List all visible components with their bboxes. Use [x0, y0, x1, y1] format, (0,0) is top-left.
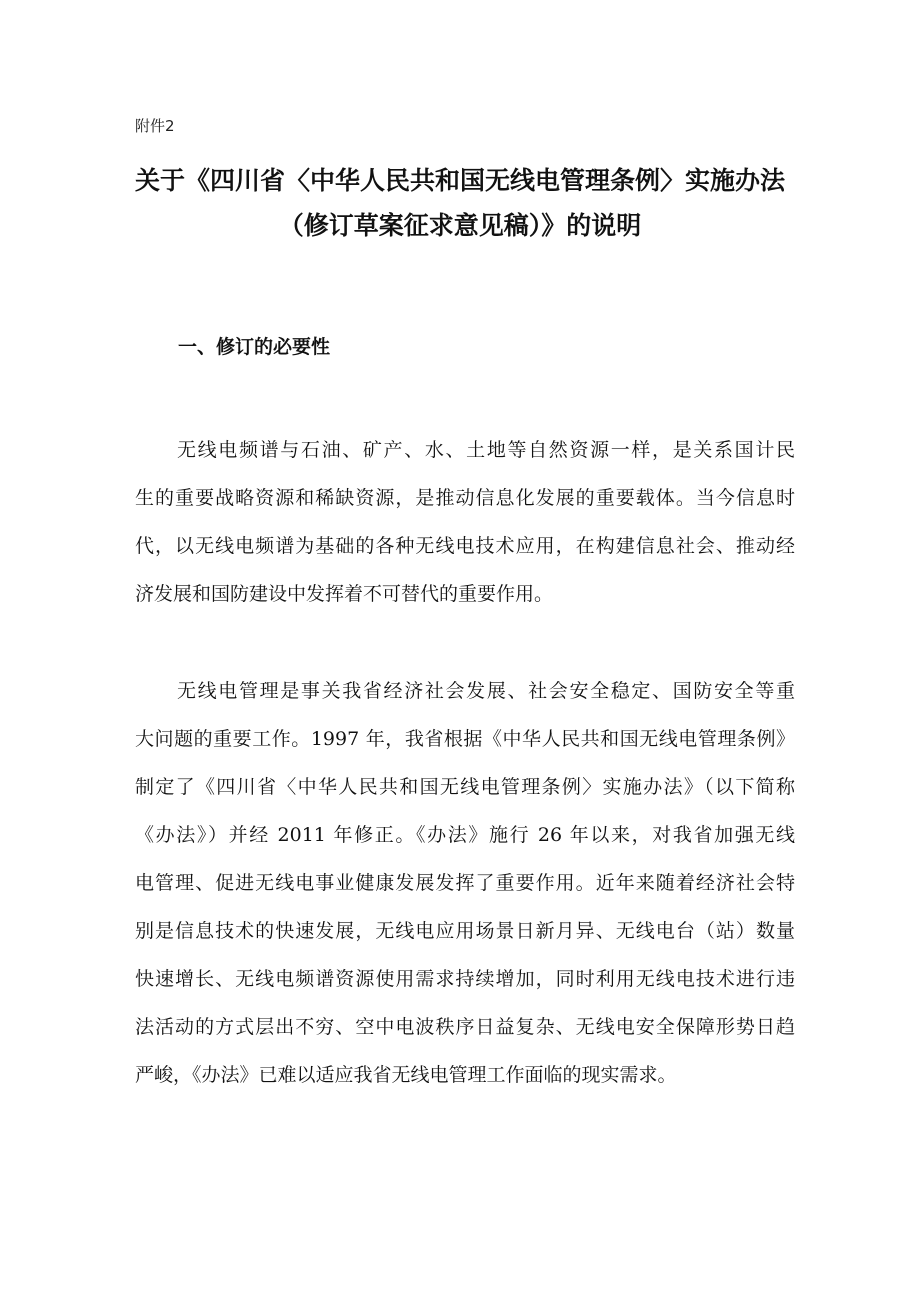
attachment-label: 附件2 — [135, 117, 175, 135]
paragraph-line: 快速增长、无线电频谱资源使用需求持续增加，同时利用无线电技术进行违 — [135, 968, 795, 990]
document-title-line-2: （修订草案征求意见稿）》的说明 — [278, 211, 642, 240]
paragraph-line: 《办法》）并经 2011 年修正。《办法》施行 26 年以来，对我省加强无线 — [135, 824, 795, 846]
paragraph-line: 无线电频谱与石油、矿产、水、土地等自然资源一样，是关系国计民 — [177, 439, 795, 461]
section-heading: 一、修订的必要性 — [178, 336, 331, 358]
paragraph-line: 制定了《四川省〈中华人民共和国无线电管理条例〉实施办法》（以下简称 — [135, 776, 795, 798]
paragraph-line: 法活动的方式层出不穷、空中电波秩序日益复杂、无线电安全保障形势日趋 — [135, 1016, 795, 1038]
paragraph-line: 生的重要战略资源和稀缺资源，是推动信息化发展的重要载体。当今信息时 — [135, 487, 795, 509]
paragraph-line: 别是信息技术的快速发展，无线电应用场景日新月异、无线电台（站）数量 — [135, 920, 795, 942]
paragraph-line: 无线电管理是事关我省经济社会发展、社会安全稳定、国防安全等重 — [177, 680, 795, 702]
paragraph-line: 严峻，《办法》已难以适应我省无线电管理工作面临的现实需求。 — [135, 1064, 677, 1086]
paragraph-2 — [135, 667, 795, 1099]
paragraph-1 — [135, 426, 795, 618]
paragraph-line: 电管理、促进无线电事业健康发展发挥了重要作用。近年来随着经济社会特 — [135, 872, 795, 894]
paragraph-line: 济发展和国防建设中发挥着不可替代的重要作用。 — [135, 583, 554, 605]
document-title-line-1: 关于《四川省〈中华人民共和国无线电管理条例〉实施办法 — [134, 166, 785, 195]
paragraph-line: 大问题的重要工作。1997 年，我省根据《中华人民共和国无线电管理条例》 — [135, 728, 795, 750]
paragraph-line: 代，以无线电频谱为基础的各种无线电技术应用，在构建信息社会、推动经 — [135, 535, 795, 557]
